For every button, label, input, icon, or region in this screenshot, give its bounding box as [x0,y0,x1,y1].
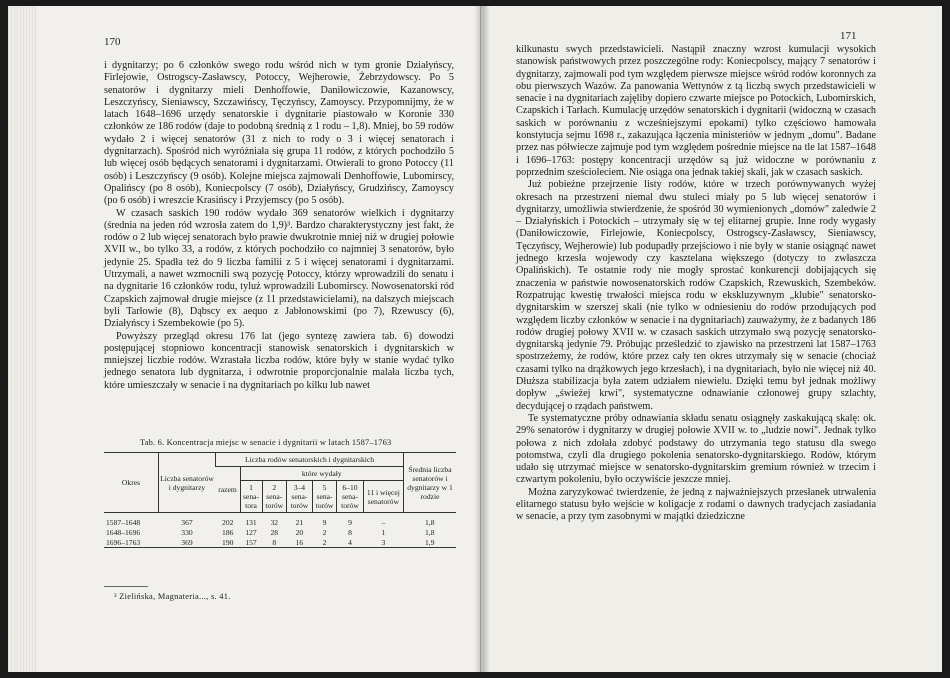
cell-srednia: 1,9 [404,537,457,548]
cell-s34: 16 [287,537,313,548]
header-srednia: Średnia liczba senatorów i dygnitarzy w 1 rodzie [404,453,457,513]
cell-okres: 1696–1763 [104,537,159,548]
cell-razem: 202 [222,517,234,527]
cell-liczba: 330 [181,527,193,537]
cell-s1: 131 [245,517,257,527]
cell-s2: 28 [270,527,279,537]
header-ktore-wydaly: które wydały [240,467,404,481]
table-row [104,537,456,548]
left-page-number: 170 [104,36,121,48]
header-6-10-senatorow: 6–10 sena-torów [337,481,363,513]
cell-liczba: 367 [181,517,193,527]
cell-s610: 8 [348,527,352,537]
cell-s610: 4 [337,537,363,548]
header-2-senatorow: 2 sena-torów [262,481,286,513]
header-3-4-senatorow: 3–4 sena-torów [287,481,313,513]
table-row [104,513,456,528]
cell-s2: 8 [262,537,286,548]
cell-okres: 1648–1696 [106,527,141,537]
header-5-senatorow: 5 sena-torów [312,481,336,513]
cell-s1: 127 [245,527,257,537]
right-page-number: 171 [840,30,857,42]
paragraph: Już pobieżne przejrzenie listy rodów, które w trzech porównywanych wyżej okresach na przestrzeni niemal dwu stuleci miały po 5 lub więcej senatorów i dygnitarzy, umożliwia stwierdzenie, że spośród 30 wymienionych „domów" zaledwie 2 – Działyńskich i Potockich – utrzymały się w tej elitarnej grupie. Inne rody wygasły (Daniłowiczowie, Firlejowie, Koniecpolscy, Ostrogscy-Zasławscy, Sieniawscy, Tęczyńscy, Wejherowie) lub podupadły przejściowo i nie były w stanie osiągnąć nawet jednego krzesła wojewody czy kasztelana większego (dotyczy to zwłaszcza Opalińskich). Te ostatnie rody nie mogły sprostać konkurencji dobijających się znaczenia w państwie nowosenatorskich rodów Czapskich, Rzewuskich, Szembeków. Rozpatrując kwestię trwałości miejsca rodu w ekskluzywnym „klubie" senatorsko-dygnitarskim w szerszej skali (nie tylko w odniesieniu do rodów przodujących pod względem liczby członków w senacie i na dygnitariach) zauważymy, że z badanych 186 rodów drugiej połowy XVII w. w czasach saskich utrzymało swą pozycję senatorsko-dygnitarską jedynie 79. Próbując prześledzić to zjawisko na przestrzeni lat 1587–1763 spostrzeżemy, że rodów, które przez cały ten okres utrzymały się w senacie (chociaż czasami tylko na drążkowych jego krzesłach), i na dygnitariach, było nie więcej niż 40. Dłuższa stabilizacja była zatem udziałem niewielu. Dzięki temu był jednak możliwy dopływ „świeżej krwi", systematyczne odnawianie członowej grupy szlachty, decydującej o rządach państwem. [516,179,876,412]
left-text-column [104,60,454,392]
paragraph: Te systematyczne próby odnawiania składu senatu osiągnęły zaskakującą skalę: ok. 29% senatorów i dygnitarzy w drugiej połowie XVII w. to „ludzie nowi". Jednak tylko połowa z nich zdołała zdobyć podstawy do utrzymania tego statusu dla swego potomstwa, czyli dla drugiego pokolenia senatorsko-dygnitarskiego. Rodów, którym udało się utrzymać miejsce w senatorsko-dygnitarskim gremium również w trzecim i czwartym pokoleniu, było oczywiście jeszcze mniej. [516,412,876,486]
cell-s1: 157 [240,537,262,548]
cell-liczba: 369 [159,537,216,548]
cell-okres: 1587–1648 [106,517,141,527]
footnote-rule [104,586,148,587]
paragraph: W czasach saskich 190 rodów wydało 369 senatorów wielkich i dygnitarzy (średnia na jeden ród wzrosła zatem do 1,9)³. Bardzo charakterystyczny jest fakt, że rodów o 2 lub więcej senatorach było prawie dwukrotnie mniej niż w drugiej połowie XVII w., bo tylko 33, a rodów, z których pochodziło co najmniej 3 senatorów, było jedynie 25. Spadła też do 9 liczba familii z 5 i więcej senatorami i dygnitarzami. Utrzymali, a nawet wzmocnili swą pozycję Potoccy, którzy wprowadzili do senatu i na dygnitarie 16 członków rodu, tyluż wprowadzili Lubomirscy. Nowosenatorski ród Czapskich zajmował drugie miejsce (z 11 przedstawicielami), na dalszych miejscach byli Tarłowie (8), Dąbscy ex aequo z Jabłonowskimi (po 7), Rzewuscy (6), Działyńscy i Szembekowie (po 5). [104,207,454,330]
footnote: ³ Zielińska, Magnateria..., s. 41. [114,592,231,601]
cell-s5: 2 [322,527,327,537]
cell-s34: 20 [295,527,304,537]
header-1-senatora: 1 sena-tora [240,481,262,513]
header-liczba-rodow: Liczba rodów senatorskich i dygnitarskich [216,453,404,467]
cell-razem: 186 [222,527,234,537]
header-razem: razem [216,467,241,513]
paragraph: kilkunastu swych przedstawicieli. Nastąpił znaczny wzrost kumulacji wysokich stanowisk państwowych przez poszczególne rody: Koniecpolscy, mający 7 senatorów i dygnitarzy, zajmowali pod tym względem pierwsze miejsce wśród rodów koronnych za obu pierwszych Wazów. Za panowania Wettynów z tą liczbą swych przedstawicieli w senacie i na dygnitariach zajęliby dopiero czwarte miejsce po Potockich, Lubomirskich, Czapskich i Tarłach. Kumulację urzędów senatorskich i dygnitarii (widoczną w czasach saskich w porównaniu z wcześniejszymi epokami) tylko częściowo hamowała konstytucja sejmu 1698 r., zakazująca łączenia ministeriów w jednym „domu". Badane przez nas półwiecze zajmuje pod tym względem pośrednie miejsce na tle lat 1587–1648 i 1696–1763: postępy koncentracji urzędów są już widoczne w porównaniu z poprzednim sześcioleciem. Nie osiąga ona jednak takiej skali, jak w czasach saskich. [516,44,876,178]
cell-s11: 3 [363,537,403,548]
cell-s2: 32 [270,517,279,527]
paragraph: Powyższy przegląd okresu 176 lat (jego syntezę zawiera tab. 6) dowodzi postępującej stopniowo koncentracji stanowisk senatorskich i dygnitarskich w mniejszej liczbie rodów. Wzrastała liczba rodów, które były w stanie wydać tylko jednego senatora lub dygnitarza, i odwrotnie proporcjonalnie malała liczba tych, które umieszczały w senacie i na dygnitariach po kilku lub nawet [104,330,454,391]
table-row [104,527,456,537]
cell-razem: 190 [216,537,241,548]
table-caption: Tab. 6. Koncentracja miejsc w senacie i dygnitarii w latach 1587–1763 [140,438,392,447]
cell-s5: 2 [312,537,336,548]
paragraph: Można zaryzykować twierdzenie, że jedną z najważniejszych przesłanek utrwalenia elitarnego statusu było wejście w koligacje z rodami o dawnych tradycjach zasiadania w senacie, a przy tym zasobnymi w majątki dziedziczne [516,486,876,523]
header-okres: Okres [104,453,159,513]
concentration-table [104,452,456,548]
cell-s11: – [381,517,386,527]
paragraph: i dygnitarzy; po 6 członków swego rodu wśród nich w tym gronie Działyńscy, Firlejowie, Ostrogscy-Zasławscy, Potoccy, Wejherowie, Żebrzydowscy. Po 5 senatorów i dygnitarzy mieli Denhoffowie, Daniłowiczowie, Kazanowscy, Leszczyńscy, Sieniawscy, Szczawińscy, Tęczyńscy, Zamoyscy. Przypomnijmy, że w latach 1648–1696 urzędy senatorskie i dygnitarie piastowało w Koronie 330 członków ze 186 rodów (daje to podobną średnią z 1 rodu – 1,8). Mniej, bo 59 rodów wydało 2 i więcej senatorów (31 z nich to rody o 3 i więcej senatorach i dygnitarzach). Spośród nich wyróżniała się grupa 11 rodów, z których pochodziło 5 lub więcej osób będących senatorami i dygnitarzami. Otwierali to grono Potoccy (11 osób) i Leszczyńscy (9 osób). Kolejne miejsca zajmowali Denhoffowie, Lubomirscy, Opalińscy (po 8 osób), Koniecpolscy (7 osób), Działyńscy, Grudzińscy, Zamoyscy (po 6 osób) i wreszcie Krasińscy i Przyjemscy (po 5 osób). [104,60,454,207]
cell-srednia: 1,8 [425,517,435,527]
cell-s5: 9 [322,517,327,527]
book-gutter [474,6,490,672]
right-text-column [516,44,876,524]
cell-s610: 9 [348,517,352,527]
cell-srednia: 1,8 [425,527,435,537]
header-11-senatorow: 11 i więcej senatorów [363,481,403,513]
cell-s34: 21 [295,517,304,527]
cell-s11: 1 [381,527,386,537]
header-liczba: Liczba senatorów i dygnitarzy [159,453,216,513]
